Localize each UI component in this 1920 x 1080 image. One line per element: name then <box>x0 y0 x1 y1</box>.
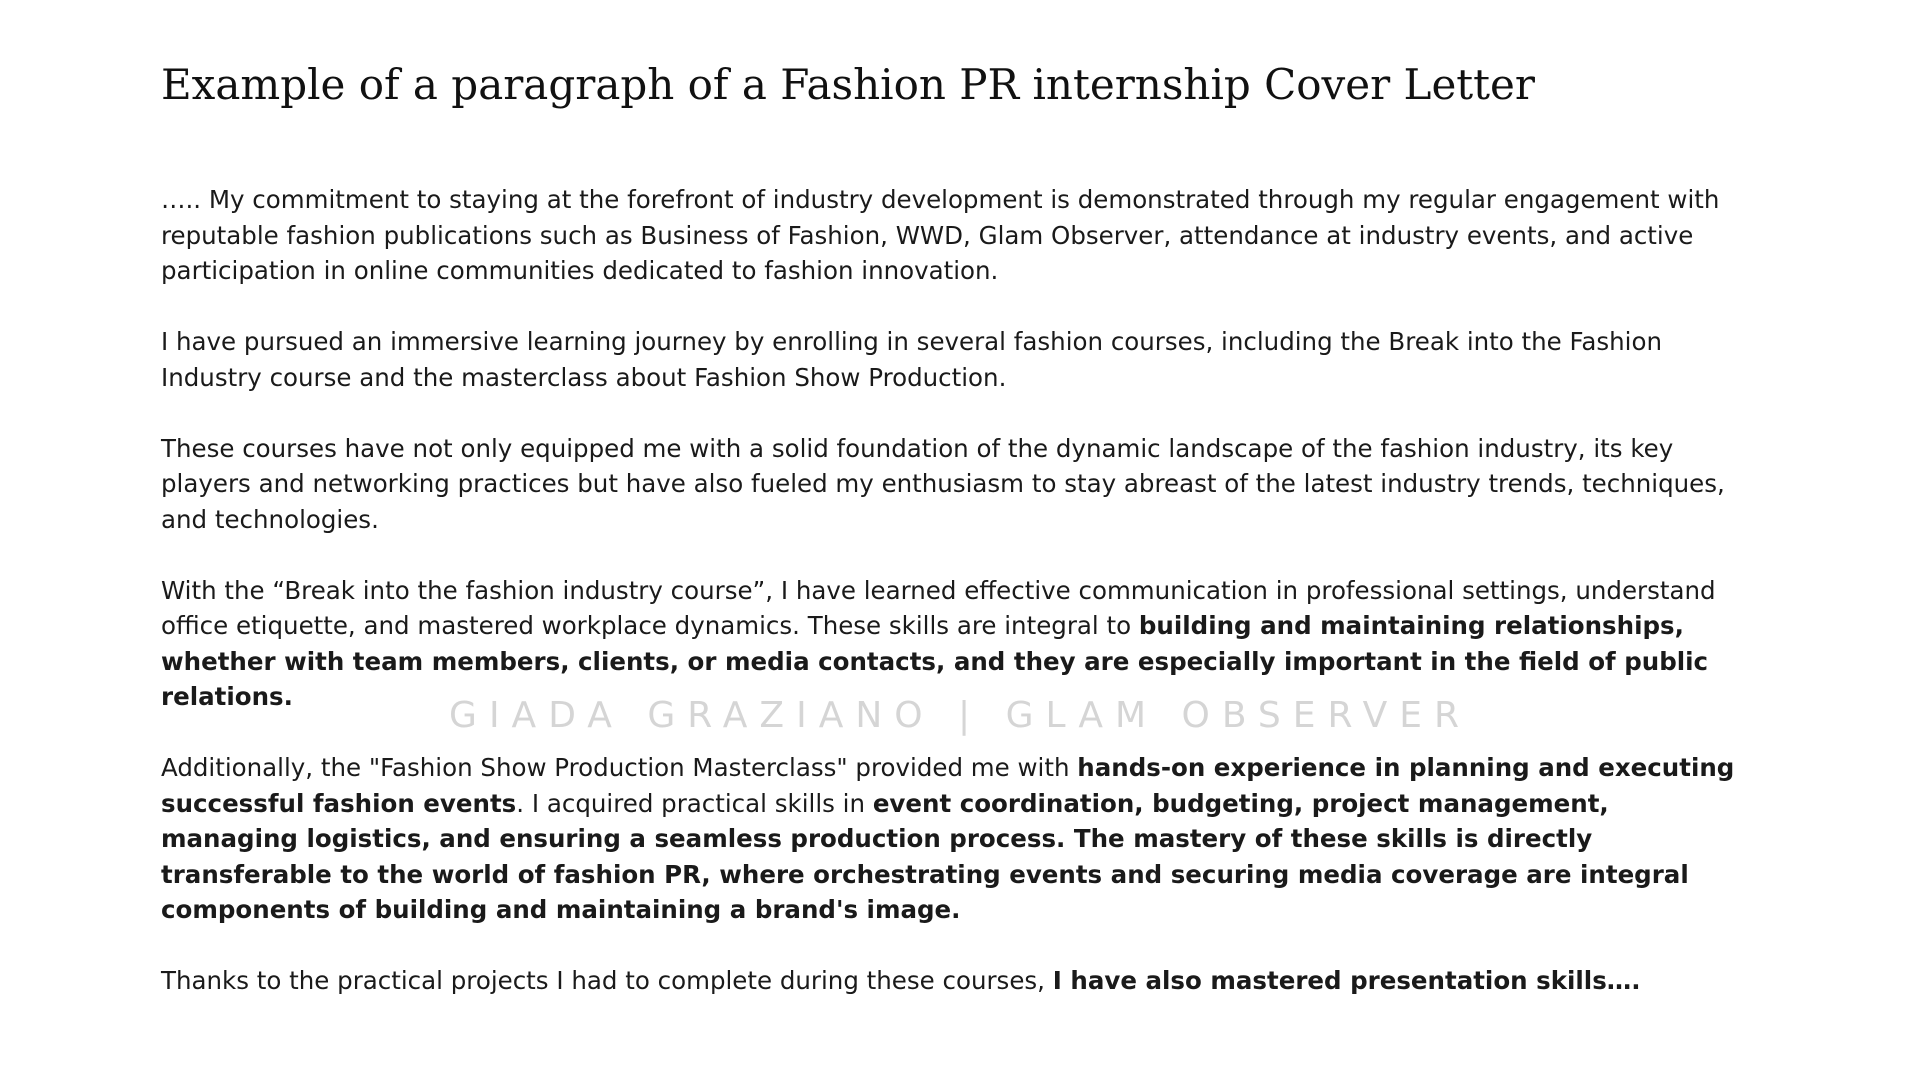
paragraph-3 <box>161 431 1751 538</box>
paragraph-2 <box>161 324 1751 395</box>
paragraph-text: I have pursued an immersive learning journey by enrolling in several fashion courses, including the Break into the Fashion Industry course and the masterclass about Fashion Show Production. <box>161 327 1663 392</box>
letter-body <box>161 182 1751 999</box>
watermark: GIADA GRAZIANO | GLAM OBSERVER <box>449 695 1471 736</box>
paragraph-6 <box>161 963 1751 999</box>
paragraph-4 <box>161 573 1751 715</box>
paragraph-bold-text: event coordination, budgeting, project management, managing logistics, and ensuring a seamless production process. The mastery of these skills is directly transferable to the world of fashion PR, where orchestrating events and securing media coverage are integral components of building and maintaining a brand's image. <box>161 788 1689 924</box>
paragraph-1 <box>161 182 1751 289</box>
paragraph-text: Additionally, the "Fashion Show Production Masterclass" provided me with <box>161 753 1078 782</box>
paragraph-5 <box>161 750 1751 928</box>
paragraph-text: These courses have not only equipped me with a solid foundation of the dynamic landscape of the fashion industry, its key players and networking practices but have also fueled my enthusiasm to stay abreast of the latest industry trends, techniques, and technologies. <box>161 433 1725 534</box>
document-page <box>161 58 1751 1034</box>
paragraph-text: ….. My commitment to staying at the forefront of industry development is demonstrated through my regular engagement with reputable fashion publications such as Business of Fashion, WWD, Glam Observer, attendance at industry events, and active participation in online communities dedicated to fashion innovation. <box>161 185 1720 285</box>
paragraph-text: Thanks to the practical projects I had to complete during these courses, <box>161 966 1053 995</box>
paragraph-bold-text: building and maintaining relationships, whether with team members, clients, or media contacts, and they are especially important in the field of public relations. <box>161 611 1709 711</box>
page-title: Example of a paragraph of a Fashion PR internship Cover Letter <box>161 60 1535 109</box>
paragraph-bold-text: I have also mastered presentation skills…. <box>1052 966 1641 995</box>
paragraph-text: With the “Break into the fashion industry course”, I have learned effective communication in professional settings, understand office etiquette, and mastered workplace dynamics. These skills are integral to <box>161 575 1716 640</box>
paragraph-text: . I acquired practical skills in <box>516 788 873 818</box>
paragraph-bold-text: hands-on experience in planning and executing successful fashion events <box>161 753 1735 818</box>
